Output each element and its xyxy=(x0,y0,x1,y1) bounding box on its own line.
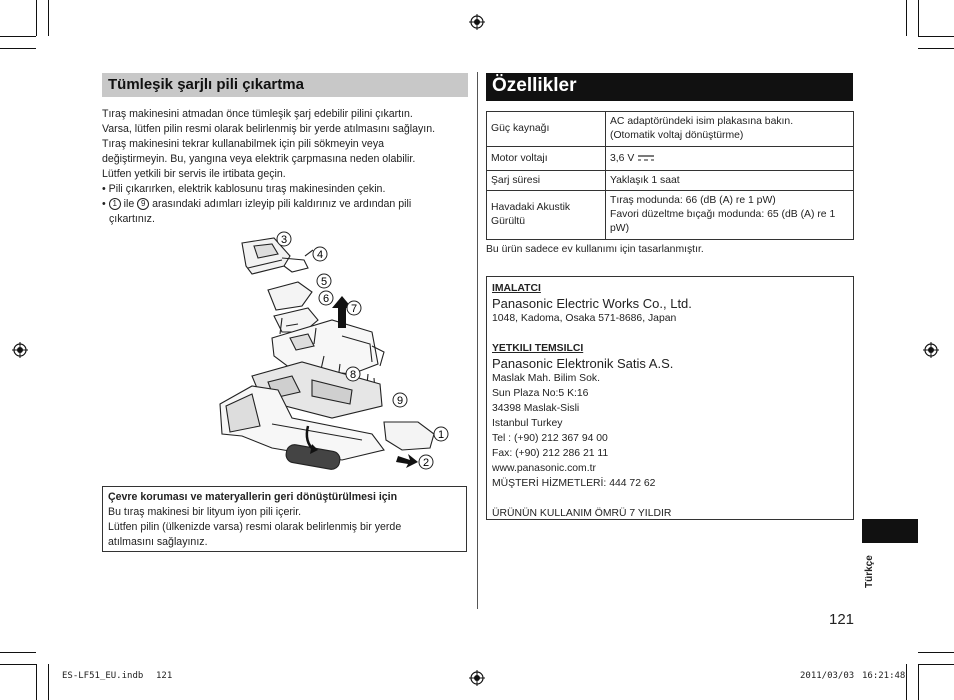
crop-mark xyxy=(0,48,36,49)
crop-mark xyxy=(918,48,954,49)
manufacturer-name: Panasonic Electric Works Co., Ltd. xyxy=(492,296,692,311)
bullet-item-continuation: çıkartınız. xyxy=(109,213,155,225)
table-row xyxy=(487,147,854,171)
crop-mark xyxy=(48,0,49,36)
battery-removal-text xyxy=(102,107,464,227)
crop-mark xyxy=(918,664,919,700)
crop-mark xyxy=(918,0,919,36)
manufacturer-box xyxy=(486,276,854,520)
registration-mark-icon xyxy=(12,342,28,358)
representative-label: YETKILI TEMSILCI xyxy=(492,343,584,354)
diagram-number: 6 xyxy=(322,293,330,305)
representative-line: Sun Plaza No:5 K:16 xyxy=(492,388,589,399)
recycling-line: Lütfen pilin (ülkenizde varsa) resmi olarak belirlenmiş bir yerde xyxy=(108,521,402,533)
step-number-badge: 9 xyxy=(137,198,149,210)
representative-line: MÜŞTERİ HİZMETLERİ: 444 72 62 xyxy=(492,478,656,489)
representative-line: Istanbul Turkey xyxy=(492,418,563,429)
bullet-item: • 1 ile 9 arasındaki adımları izleyip pili kaldırınız ve ardından pili xyxy=(102,198,412,210)
paragraph-line: Lütfen yetkili bir servis ile irtibata geçin. xyxy=(102,168,286,180)
language-label: Türkçe xyxy=(864,555,875,588)
table-row xyxy=(487,112,854,147)
paragraph-line: değiştirmeyin. Bu, yangına veya elektrik çarpmasına neden olabilir. xyxy=(102,153,416,165)
column-divider xyxy=(477,72,478,609)
footer-file: ES-LF51_EU.indb xyxy=(62,671,144,681)
crop-mark xyxy=(0,652,36,653)
crop-mark xyxy=(918,36,954,37)
table-row xyxy=(487,171,854,191)
crop-mark xyxy=(906,664,907,700)
diagram-number: 5 xyxy=(320,276,328,288)
bullet-item: • Pili çıkarırken, elektrik kablosunu tıraş makinesinden çekin. xyxy=(102,183,386,195)
paragraph-line: Tıraş makinesini tekrar kullanabilmek için pili sökmeyin veya xyxy=(102,138,385,150)
table-row xyxy=(487,191,854,240)
registration-mark-icon xyxy=(469,670,485,686)
crop-mark xyxy=(36,664,37,700)
crop-mark xyxy=(918,664,954,665)
spec-value: 3,6 V xyxy=(606,147,854,171)
household-use-note: Bu ürün sadece ev kullanımı için tasarlanmıştır. xyxy=(486,244,704,255)
registration-mark-icon xyxy=(923,342,939,358)
representative-line: 34398 Maslak-Sisli xyxy=(492,403,580,414)
diagram-number: 2 xyxy=(422,457,430,469)
recycling-line: Bu tıraş makinesi bir lityum iyon pili içerir. xyxy=(108,506,302,518)
page-number: 121 xyxy=(829,611,855,628)
specifications-heading: Özellikler xyxy=(486,73,853,101)
representative-line: Tel : (+90) 212 367 94 00 xyxy=(492,433,608,444)
recycling-title: Çevre koruması ve materyallerin geri dönüştürülmesi için xyxy=(108,491,398,503)
dc-symbol-icon xyxy=(637,154,655,162)
footer-time: 16:21:48 xyxy=(862,671,906,681)
diagram-number: 1 xyxy=(437,429,445,441)
footer-date: 2011/03/03 xyxy=(800,671,855,681)
spec-value: Yaklaşık 1 saat xyxy=(606,171,854,191)
diagram-number: 3 xyxy=(280,234,288,246)
footer-page: 121 xyxy=(156,671,173,681)
spec-value: Tıraş modunda: 66 (dB (A) re 1 pW) Favori düzeltme bıçağı modunda: 65 (dB (A) re 1 pW) xyxy=(606,191,854,240)
spec-key: Güç kaynağı xyxy=(487,112,606,147)
crop-mark xyxy=(36,0,37,36)
crop-mark xyxy=(48,664,49,700)
crop-mark xyxy=(0,664,36,665)
disassembly-diagram xyxy=(212,228,452,473)
manufacturer-address: 1048, Kadoma, Osaka 571-8686, Japan xyxy=(492,313,677,324)
recycling-line: atılmasını sağlayınız. xyxy=(108,536,208,548)
spec-key: Motor voltajı xyxy=(487,147,606,171)
spec-value: AC adaptöründeki isim plakasına bakın. (Otomatik voltaj dönüştürme) xyxy=(606,112,854,147)
diagram-number: 9 xyxy=(396,395,404,407)
battery-removal-heading: Tümleşik şarjlı pili çıkartma xyxy=(102,73,468,97)
diagram-number: 8 xyxy=(349,369,357,381)
spec-key: Şarj süresi xyxy=(487,171,606,191)
crop-mark xyxy=(906,0,907,36)
diagram-number: 4 xyxy=(316,249,324,261)
representative-name: Panasonic Elektronik Satis A.S. xyxy=(492,356,674,371)
spec-key: Havadaki Akustik Gürültü xyxy=(487,191,606,240)
crop-mark xyxy=(918,652,954,653)
representative-line: www.panasonic.com.tr xyxy=(492,463,596,474)
crop-mark xyxy=(0,36,36,37)
registration-mark-icon xyxy=(469,14,485,30)
recycling-info-box xyxy=(102,486,467,552)
paragraph-line: Tıraş makinesini atmadan önce tümleşik şarj edebilir pilini çıkartın. xyxy=(102,108,413,120)
paragraph-line: Varsa, lütfen pilin resmi olarak belirlenmiş bir yerde atılmasını sağlayın. xyxy=(102,123,436,135)
manufacturer-label: IMALATCI xyxy=(492,283,541,294)
language-tab xyxy=(862,519,918,543)
product-lifetime: ÜRÜNÜN KULLANIM ÖMRÜ 7 YILDIR xyxy=(492,508,672,519)
specifications-table xyxy=(486,111,854,240)
step-number-badge: 1 xyxy=(109,198,121,210)
representative-line: Maslak Mah. Bilim Sok. xyxy=(492,373,600,384)
representative-line: Fax: (+90) 212 286 21 11 xyxy=(492,448,609,459)
diagram-number: 7 xyxy=(350,303,358,315)
